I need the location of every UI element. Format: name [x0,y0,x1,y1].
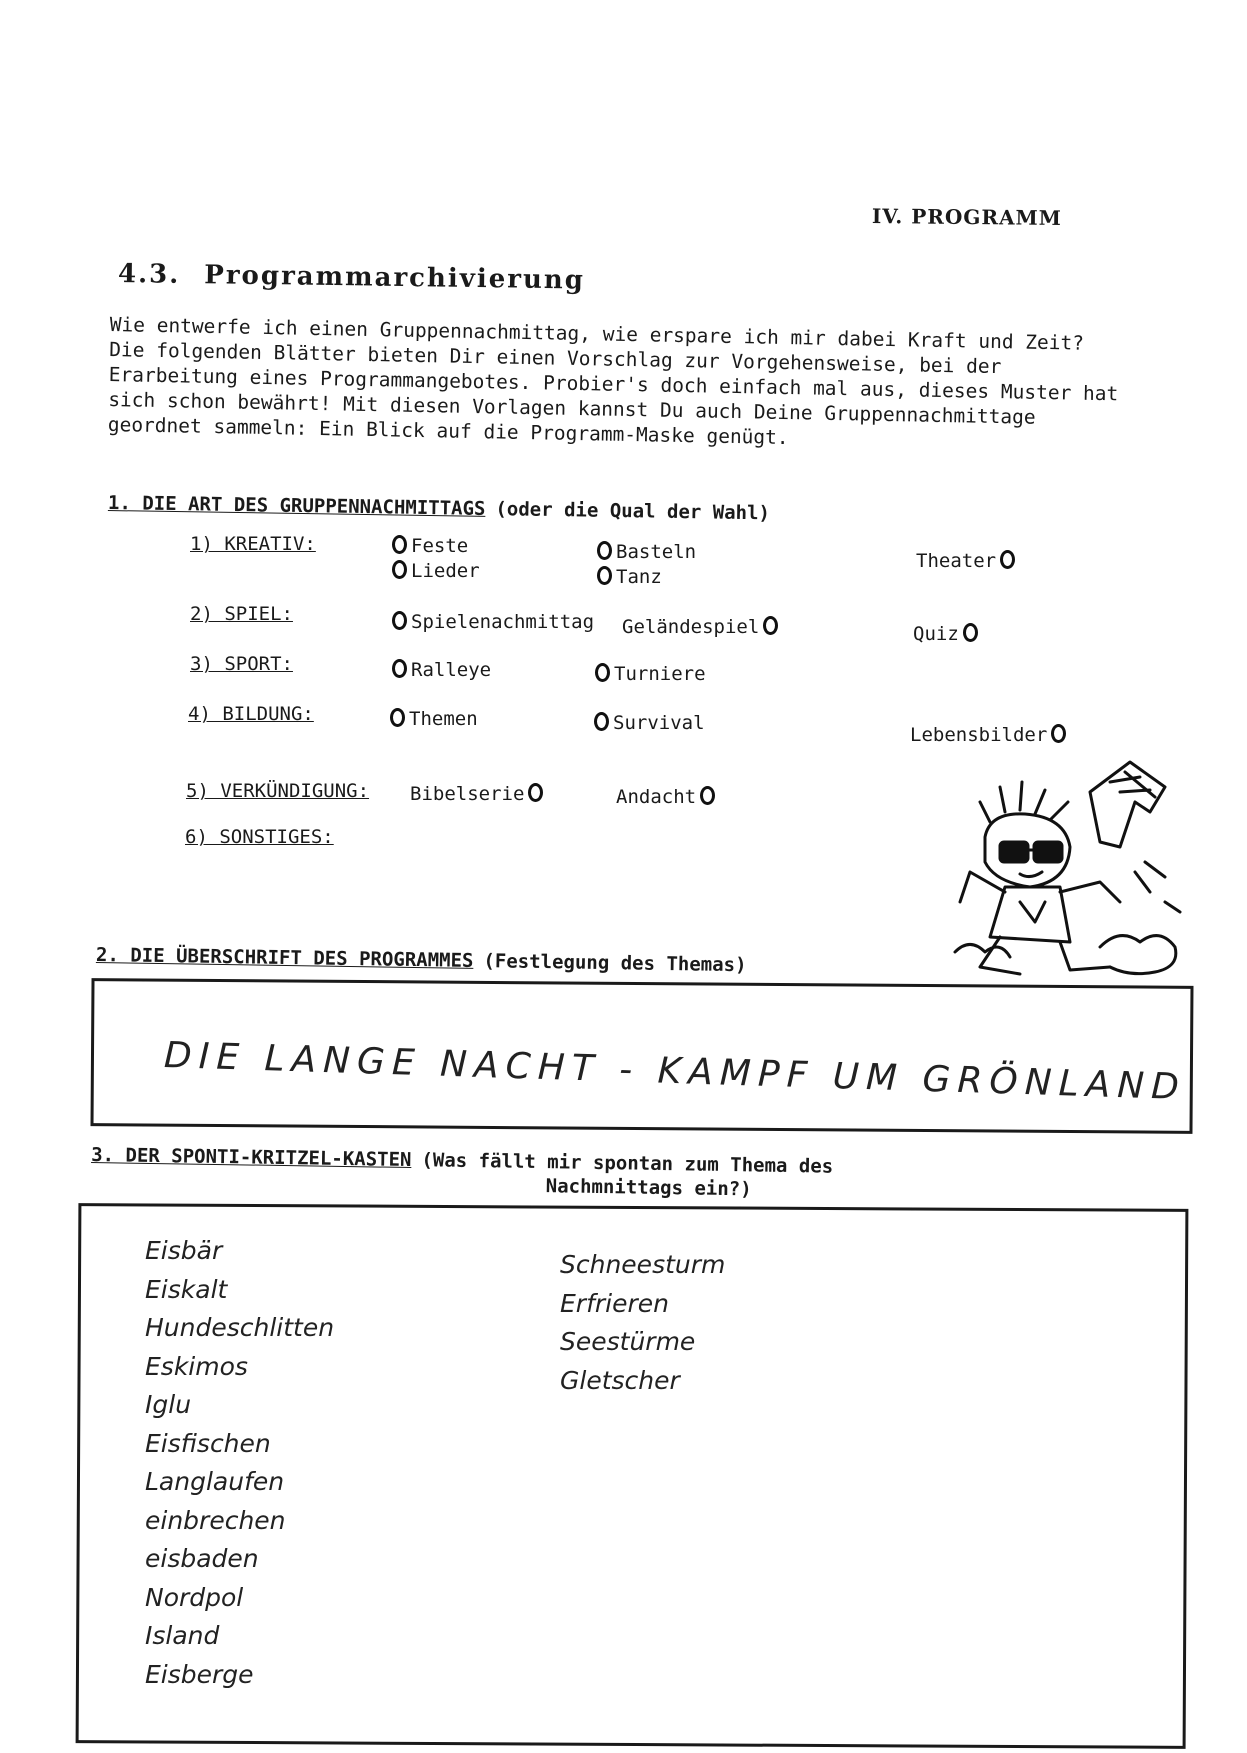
part3-heading-title: 3. DER SPONTI-KRITZEL-KASTEN [91,1144,412,1172]
option-andacht[interactable]: Andacht [616,786,715,808]
option-bibelserie[interactable]: Bibelserie [410,783,543,805]
section-number: 4.3. [117,259,181,290]
part2-heading-sub: (Festlegung des Themas) [483,950,747,977]
part1-heading [108,492,770,524]
list-item: eisbaden [145,1544,259,1573]
category-spiel-label: 2) SPIEL: [190,603,293,625]
list-item: einbrechen [145,1505,286,1535]
category-sonstiges-label: 6) SONSTIGES: [185,826,334,848]
option-tanz[interactable]: Tanz [597,566,662,588]
option-basteln[interactable]: Basteln [597,541,696,563]
option-ralleye[interactable]: Ralleye [392,659,491,681]
list-item: Island [145,1621,220,1650]
sponti-notes-right [560,1246,725,1400]
part3-heading-sub: (Was fällt mir spontan zum Thema des [421,1149,834,1178]
category-bildung-label: 4) BILDUNG: [188,703,314,725]
checkbox-circle-icon[interactable] [392,560,407,579]
list-item: Eisfischen [145,1428,271,1458]
category-kreativ-label: 1) KREATIV: [190,533,316,555]
sponti-notes-left [145,1232,334,1694]
option-feste[interactable]: Feste [392,535,468,557]
option-lieder[interactable]: Lieder [392,560,480,582]
checkbox-circle-icon[interactable] [1051,724,1066,743]
list-item: Erfrieren [560,1288,669,1318]
list-item: Gletscher [560,1365,680,1395]
option-theater[interactable]: Theater [916,550,1015,572]
checkbox-circle-icon[interactable] [700,786,715,805]
part3-heading [91,1144,834,1202]
part2-heading-title: 2. DIE ÜBERSCHRIFT DES PROGRAMMES [95,944,474,972]
category-sport-label: 3) SPORT: [190,653,293,675]
category-verkuendigung-label: 5) VERKÜNDIGUNG: [186,780,370,802]
chapter-header: IV. PROGRAMM [871,204,1063,230]
checkbox-circle-icon[interactable] [597,541,612,560]
program-title-handwritten: DIE LANGE NACHT - KAMPF UM GRÖNLAND [163,1035,1187,1109]
checkbox-circle-icon[interactable] [597,566,612,585]
section-title-text: Programmarchivierung [204,260,586,296]
part2-heading [96,944,747,976]
checkbox-circle-icon[interactable] [392,659,407,678]
option-survival[interactable]: Survival [594,712,705,734]
list-item: Eskimos [145,1351,248,1381]
list-item: Eiskalt [145,1274,228,1304]
checkbox-circle-icon[interactable] [392,535,407,554]
list-item: Seestürme [560,1327,696,1356]
list-item: Langlaufen [145,1467,285,1496]
list-item: Hundeschlitten [145,1313,335,1342]
part1-heading-title: 1. DIE ART DES GRUPPENNACHMITTAGS [107,492,486,520]
checkbox-circle-icon[interactable] [763,616,778,635]
checkbox-circle-icon[interactable] [595,663,610,682]
option-spielenachmittag[interactable]: Spielenachmittag [392,611,594,633]
option-lebensbilder[interactable]: Lebensbilder [910,724,1066,746]
list-item: Iglu [145,1390,192,1419]
section-title [118,259,585,296]
checkbox-circle-icon[interactable] [390,708,405,727]
list-item: Nordpol [145,1582,244,1612]
checkbox-circle-icon[interactable] [392,611,407,630]
list-item: Schneesturm [560,1250,726,1279]
intro-paragraph: Wie entwerfe ich einen Gruppennachmittag, wie erspare ich mir dabei Kraft und Zeit? Die folgenden Blätter bieten Dir einen Vorschlag zur Vorgehensweise, bei der Erarbeitung eines Programmangebotes. Probier's doch einfach mal aus, dieses Muster hat sich schon bewährt! Mit diesen Vorlagen kannst Du auch Deine Gruppennachmittage geordnet sammeln: Ein Blick auf die Programm-Maske genügt. [107,312,1119,450]
checkbox-circle-icon[interactable] [963,623,978,642]
option-turniere[interactable]: Turniere [595,663,706,685]
checkbox-circle-icon[interactable] [528,783,543,802]
option-quiz[interactable]: Quiz [913,623,978,645]
part1-heading-sub: (oder die Qual der Wahl) [495,498,771,525]
part3-heading-sub-line2: Nachmnittags ein?) [545,1175,752,1201]
option-themen[interactable]: Themen [390,708,478,730]
checkbox-circle-icon[interactable] [1000,550,1015,569]
list-item: Eisberge [145,1659,254,1689]
checkbox-circle-icon[interactable] [594,712,609,731]
cartoon-character-illustration [950,752,1190,982]
list-item: Eisbär [145,1236,223,1265]
option-gelaendespiel[interactable]: Geländespiel [622,616,778,638]
